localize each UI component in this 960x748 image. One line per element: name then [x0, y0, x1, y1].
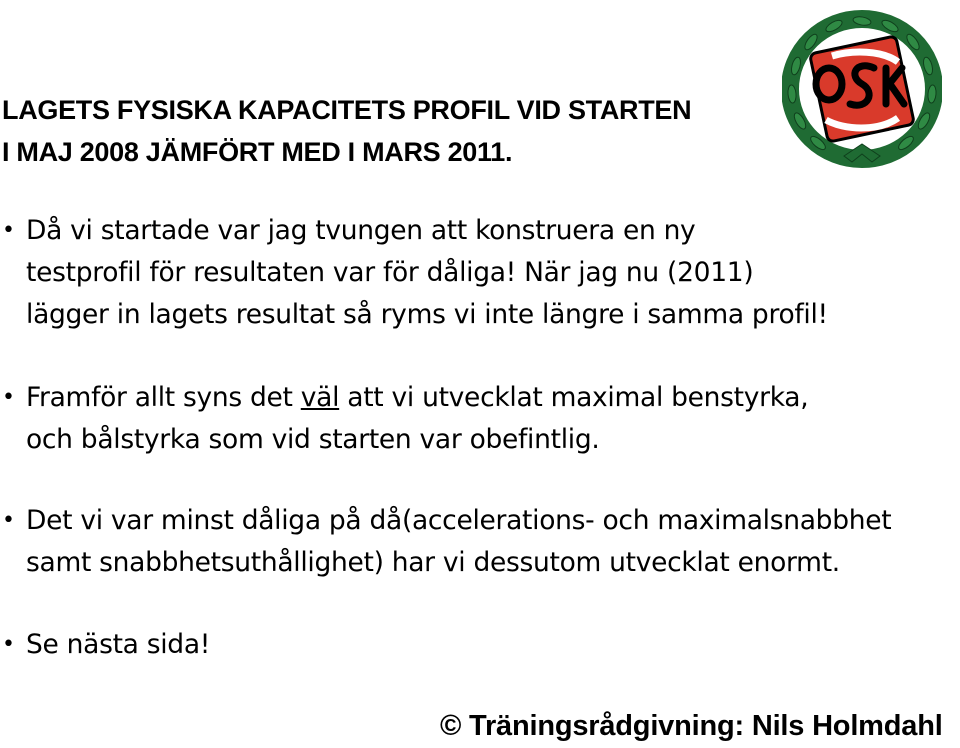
bullet-4-line-1: Se nästa sida!: [26, 629, 211, 660]
bullet-2-line-2: och bålstyrka som vid starten var obefintlig.: [26, 424, 600, 455]
club-logo: [782, 10, 942, 168]
copyright-footer: © Träningsrådgivning: Nils Holmdahl: [440, 710, 943, 742]
club-logo-image: [782, 10, 942, 168]
bullet-marker: •: [2, 632, 15, 657]
title-line-1: LAGETS FYSISKA KAPACITETS PROFIL VID STARTEN: [2, 95, 692, 125]
bullet-2-text-a: Framför allt syns det: [26, 382, 301, 413]
bullet-item-3: [0, 500, 891, 584]
bullet-item-1: [0, 210, 828, 336]
bullet-3-line-2: samt snabbhetsuthållighet) har vi dessutom utvecklat enormt.: [26, 547, 840, 578]
title-line-2: I MAJ 2008 JÄMFÖRT MED I MARS 2011.: [2, 137, 513, 167]
bullet-1-line-2: testprofil för resultaten var för dåliga! När jag nu (2011): [26, 257, 754, 288]
bullet-2-text-b: att vi utvecklat maximal benstyrka,: [339, 382, 809, 413]
bullet-item-4: [0, 624, 210, 666]
bullet-item-2: [0, 377, 808, 461]
bullet-marker: •: [2, 385, 15, 410]
bullet-2-underlined-word: väl: [300, 382, 340, 413]
shield-icon: [810, 36, 915, 142]
bullet-marker: •: [2, 508, 15, 533]
bullet-marker: •: [2, 218, 15, 243]
bullet-2-line-1: [26, 377, 808, 419]
bullet-1-line-3: lägger in lagets resultat så ryms vi inte längre i samma profil!: [26, 299, 828, 330]
bullet-3-line-1: Det vi var minst dåliga på då(accelerations- och maximalsnabbhet: [26, 505, 892, 536]
bullet-1-line-1: Då vi startade var jag tvungen att konstruera en ny: [26, 215, 696, 246]
slide-title: [2, 89, 762, 173]
